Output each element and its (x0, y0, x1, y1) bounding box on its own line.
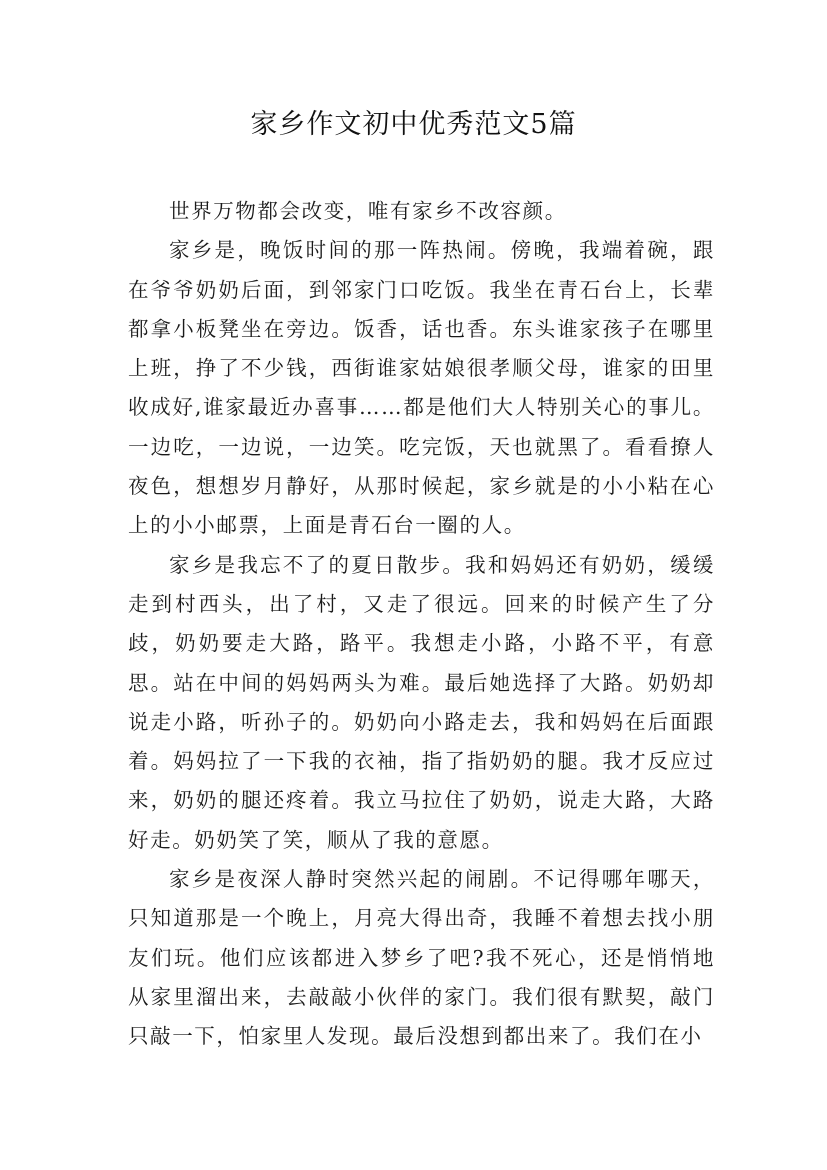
paragraph-3: 家乡是我忘不了的夏日散步。我和妈妈还有奶奶，缓缓走到村西头，出了村，又走了很远。回来的时候产生了分歧，奶奶要走大路，路平。我想走小路，小路不平，有意思。站在中间的妈妈两头为难。最后她选择了大路。奶奶却说走小路，听孙子的。奶奶向小路走去，我和妈妈在后面跟着。妈妈拉了一下我的衣袖，指了指奶奶的腿。我才反应过来，奶奶的腿还疼着。我立马拉住了奶奶，说走大路，大路好走。奶奶笑了笑，顺从了我的意愿。 (128, 552, 715, 852)
paragraph-4: 家乡是夜深人静时突然兴起的闹剧。不记得哪年哪天，只知道那是一个晚上，月亮大得出奇，我睡不着想去找小朋友们玩。他们应该都进入梦乡了吧?我不死心，还是悄悄地从家里溜出来，去敲敲小伙伴的家门。我们很有默契，敲门只敲一下，怕家里人发现。最后没想到都出来了。我们在小 (128, 867, 715, 1049)
document-body (128, 192, 715, 1057)
document-title: 家乡作文初中优秀范文5篇 (250, 109, 577, 140)
paragraph-1: 世界万物都会改变，唯有家乡不改容颜。 (169, 199, 567, 223)
paragraph-2: 家乡是，晚饭时间的那一阵热闹。傍晚，我端着碗，跟在爷爷奶奶后面，到邻家门口吃饭。我坐在青石台上，长辈都拿小板凳坐在旁边。饭香，话也香。东头谁家孩子在哪里上班，挣了不少钱，西街谁家姑娘很孝顺父母，谁家的田里收成好,谁家最近办喜事……都是他们大人特别关心的事儿。一边吃，一边说，一边笑。吃完饭，天也就黑了。看看撩人夜色，想想岁月静好，从那时候起，家乡就是的小小粘在心上的小小邮票，上面是青石台一圈的人。 (128, 238, 715, 538)
